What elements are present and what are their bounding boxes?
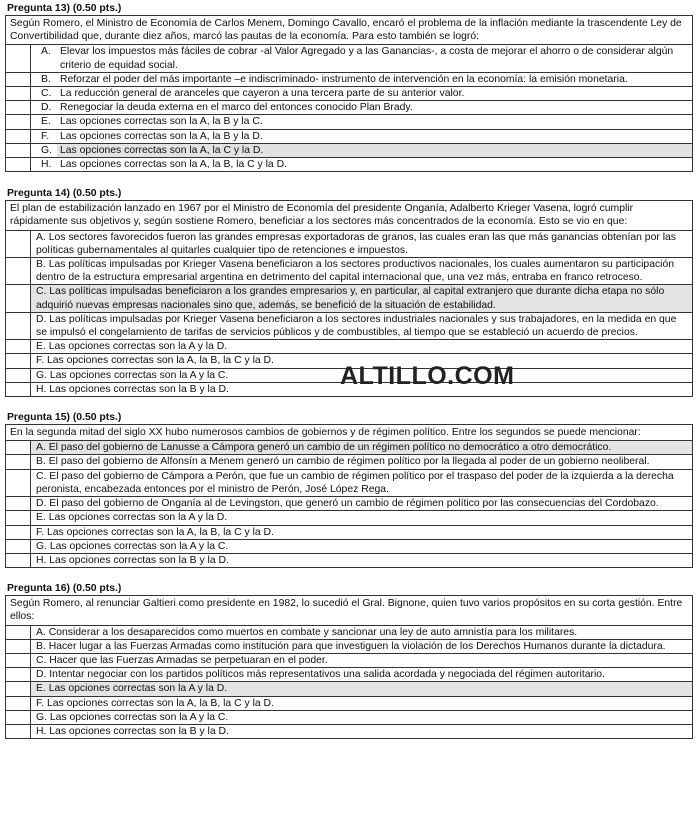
question-14-title: Pregunta 14) (0.50 pts.) bbox=[7, 188, 122, 200]
question-14-stem: El plan de estabilización lanzado en 1967 por el Ministro de Economía del presidente Onganía, Adalberto Krieger Vasena, logró cumplir rápidamente sus objetivos y, según sostiene Romero, beneficiar a los sectores más concentrados de la economía. Esto se vio en que: bbox=[6, 201, 692, 230]
question-15-box bbox=[5, 424, 693, 568]
question-15-option-c[interactable]: C. El paso del gobierno de Cámpora a Perón, que fue un cambio de régimen político por el traspaso del poder de la izquierda a la derecha peronista, encabezada entonces por el ministro de Perón, José López Rega. bbox=[6, 469, 692, 496]
question-14-option-g[interactable]: G. Las opciones correctas son la A y la C. bbox=[6, 368, 692, 382]
question-14-option-f[interactable]: F. Las opciones correctas son la A, la B, la C y la D. bbox=[6, 353, 692, 367]
question-16-option-a[interactable]: A. Considerar a los desaparecidos como muertos en combate y sancionar una ley de auto amnistía para los militares. bbox=[6, 626, 692, 639]
question-15-option-h[interactable]: H. Las opciones correctas son la B y la D. bbox=[6, 553, 692, 567]
watermark: ALTILLO.COM bbox=[340, 362, 515, 390]
question-16-option-b[interactable]: B. Hacer lugar a las Fuerzas Armadas como institución para que investiguen la violación de los Derechos Humanos durante la dictadura. bbox=[6, 639, 692, 653]
question-13-option-e[interactable]: E. Las opciones correctas son la A, la B y la C. bbox=[6, 114, 692, 128]
question-16-option-e[interactable]: E. Las opciones correctas son la A y la D. bbox=[6, 681, 692, 695]
question-14-option-d[interactable]: D. Las políticas impulsadas por Krieger Vasena beneficiaron a los sectores industriales nacionales y sus trabajadores, en la medida en que se impulsó el congelamiento de tarifas de servicios públicos y de combustibles, al tiempo que se estableció un acuerdo de precios. bbox=[6, 312, 692, 339]
question-13-box bbox=[5, 15, 693, 172]
question-16-option-d[interactable]: D. Intentar negociar con los partidos políticos más representativos una salida acordada y negociada del régimen autoritario. bbox=[6, 667, 692, 681]
question-14-option-a[interactable]: A. Los sectores favorecidos fueron las grandes empresas exportadoras de granos, las cuales eran las que más ganancias obtenían por las políticas gubernamentales al quitarles cualquier tipo de retenciones e impuestos. bbox=[6, 231, 692, 257]
question-13-option-g[interactable]: G. Las opciones correctas son la A, la C y la D. bbox=[6, 143, 692, 157]
question-15-option-d[interactable]: D. El paso del gobierno de Onganía al de Levingston, que generó un cambio de régimen político por las consecuencias del Cordobazo. bbox=[6, 496, 692, 510]
question-16-stem: Según Romero, al renunciar Galtieri como presidente en 1982, lo sucedió el Gral. Bignone, quien tuvo varios propósitos en su corta gestión. Entre ellos: bbox=[6, 596, 692, 625]
question-13-stem: Según Romero, el Ministro de Economía de Carlos Menem, Domingo Cavallo, encaró el problema de la inflación mediante la trascendente Ley de Convertibilidad que, durante diez años, marcó las pautas de la economía. Para esto también se logró: bbox=[6, 16, 692, 45]
question-16-option-f[interactable]: F. Las opciones correctas son la A, la B, la C y la D. bbox=[6, 696, 692, 710]
question-16-title: Pregunta 16) (0.50 pts.) bbox=[7, 583, 122, 595]
question-14-option-h[interactable]: H. Las opciones correctas son la B y la D. bbox=[6, 382, 692, 396]
question-13-option-d[interactable]: D. Renegociar la deuda externa en el marco del entonces conocido Plan Brady. bbox=[6, 100, 692, 114]
question-16-option-g[interactable]: G. Las opciones correctas son la A y la C. bbox=[6, 710, 692, 724]
question-16-option-h[interactable]: H. Las opciones correctas son la B y la D. bbox=[6, 724, 692, 738]
question-13-option-a[interactable]: A. Elevar los impuestos más fáciles de cobrar -al Valor Agregado y a las Ganancias-, a costa de mejorar el ahorro o de considerar algún criterio de equidad social. bbox=[6, 45, 692, 71]
question-15-stem: En la segunda mitad del siglo XX hubo numerosos cambios de gobiernos y de régimen político. Entre los segundos se puede mencionar: bbox=[6, 425, 692, 441]
question-13-title: Pregunta 13) (0.50 pts.) bbox=[7, 3, 122, 14]
question-15-option-a[interactable]: A. El paso del gobierno de Lanusse a Cámpora generó un cambio de un régimen político no democrático a otro democrático. bbox=[6, 441, 692, 454]
question-13-option-f[interactable]: F. Las opciones correctas son la A, la B y la D. bbox=[6, 129, 692, 143]
question-14-option-e[interactable]: E. Las opciones correctas son la A y la D. bbox=[6, 339, 692, 353]
question-14-option-b[interactable]: B. Las políticas impulsadas por Krieger Vasena beneficiaron a los sectores productivos nacionales, los cuales aumentaron su participación dentro de la estructura empresarial argentina en detrimento del capital internacional que, una vez más, entraba en franco retroceso. bbox=[6, 257, 692, 284]
question-15-option-e[interactable]: E. Las opciones correctas son la A y la D. bbox=[6, 510, 692, 524]
question-15-option-f[interactable]: F. Las opciones correctas son la A, la B, la C y la D. bbox=[6, 525, 692, 539]
question-15-option-b[interactable]: B. El paso del gobierno de Alfonsín a Menem generó un cambio de régimen político por la llegada al poder de un gobierno neoliberal. bbox=[6, 454, 692, 468]
question-15-option-g[interactable]: G. Las opciones correctas son la A y la C. bbox=[6, 539, 692, 553]
question-13-option-h[interactable]: H. Las opciones correctas son la A, la B, la C y la D. bbox=[6, 157, 692, 171]
question-16-box bbox=[5, 595, 693, 739]
question-15-title: Pregunta 15) (0.50 pts.) bbox=[7, 412, 122, 424]
question-13-option-c[interactable]: C. La reducción general de aranceles que cayeron a una tercera parte de su anterior valor. bbox=[6, 86, 692, 100]
question-16-option-c[interactable]: C. Hacer que las Fuerzas Armadas se perpetuaran en el poder. bbox=[6, 653, 692, 667]
question-13-option-b[interactable]: B. Reforzar el poder del más importante –e indiscriminado- instrumento de intervención en la economía: la emisión monetaria. bbox=[6, 72, 692, 86]
question-14-option-c[interactable]: C. Las políticas impulsadas beneficiaron a los grandes empresarios y, en particular, al capital extranjero que durante dicha etapa no sólo adquirió nuevas empresas nacionales sino que, además, se benefició de la situación de estabilidad. bbox=[6, 284, 692, 311]
